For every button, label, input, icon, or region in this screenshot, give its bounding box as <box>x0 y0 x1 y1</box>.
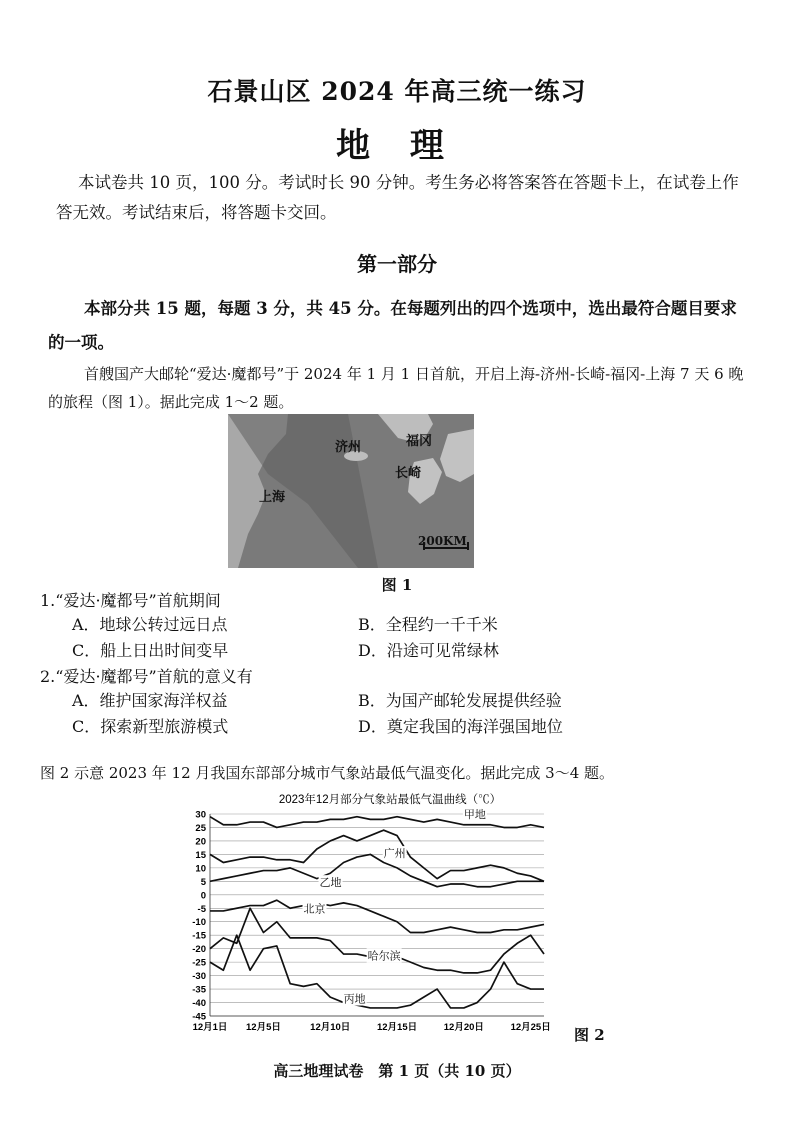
map-label-nagasaki: 长崎 <box>395 466 422 481</box>
x-tick-label: 12月15日 <box>376 1022 418 1033</box>
question-2-stem: 2.“爱达·魔都号”首航的意义有 <box>40 667 253 686</box>
exam-instructions: 本试卷共 10 页，100 分。考试时长 90 分钟。考生务必将答案答在答题卡上，在试卷上作答无效。考试结束后，将答题卡交回。 <box>56 173 739 222</box>
series-label: 广州 <box>383 847 406 861</box>
figure-1-caption: 图 1 <box>381 576 413 594</box>
x-tick-label: 12月25日 <box>510 1022 551 1033</box>
series-label: 丙地 <box>343 992 366 1006</box>
question-1-option-d: D．沿途可见常绿林 <box>358 641 499 660</box>
question-1-option-c: C．船上日出时间变早 <box>72 641 229 660</box>
part-heading: 第一部分 <box>357 252 437 276</box>
series-line <box>210 854 544 886</box>
route-map <box>228 414 474 568</box>
series-line <box>210 908 544 973</box>
y-tick-label: -40 <box>192 998 206 1010</box>
series-line <box>210 935 544 1008</box>
question-1-option-a: A．地球公转过远日点 <box>72 615 228 634</box>
map-scale-label: 200KM <box>418 534 467 548</box>
y-tick-label: -30 <box>192 971 206 983</box>
y-tick-label: -35 <box>192 984 206 996</box>
chart-title: 2023年12月部分气象站最低气温曲线（℃） <box>278 794 502 806</box>
temperature-chart-svg <box>180 790 600 1050</box>
x-tick-label: 12月10日 <box>310 1022 351 1033</box>
map-label-fukuoka: 福冈 <box>406 434 433 449</box>
series-line <box>210 830 544 881</box>
series-label: 甲地 <box>463 808 486 822</box>
question-1-option-b: B．全程约一千千米 <box>358 615 498 634</box>
temperature-chart <box>180 790 600 1050</box>
page-footer: 高三地理试卷 第 1 页（共 10 页） <box>273 1062 521 1080</box>
question-2-option-d: D．奠定我国的海洋强国地位 <box>358 717 563 736</box>
y-tick-label: 25 <box>195 822 206 834</box>
x-tick-label: 12月20日 <box>443 1022 484 1033</box>
x-tick-label: 12月5日 <box>246 1022 281 1033</box>
y-tick-label: -15 <box>192 930 206 942</box>
part-description: 本部分共 15 题，每题 3 分，共 45 分。在每题列出的四个选项中，选出最符合题目要求的一项。 <box>48 299 737 352</box>
page-title: 石景山区 2024 年高三统一练习 <box>207 77 587 106</box>
y-tick-label: 10 <box>195 863 206 875</box>
y-tick-label: -5 <box>197 903 206 915</box>
map-label-shanghai: 上海 <box>259 490 286 505</box>
figure-2-intro: 图 2 示意 2023 年 12 月我国东部部分城市气象站最低气温变化。据此完成 3～4 题。 <box>40 764 615 782</box>
y-tick-label: -20 <box>192 944 206 956</box>
subject-title: 地 理 <box>336 126 458 166</box>
figure-2-caption: 图 2 <box>574 1026 605 1044</box>
y-tick-label: -45 <box>192 1011 206 1023</box>
series-label: 哈尔滨 <box>367 949 401 963</box>
y-tick-label: -25 <box>192 957 206 969</box>
question-2-option-c: C．探索新型旅游模式 <box>72 717 229 736</box>
y-tick-label: 20 <box>195 836 206 848</box>
y-tick-label: 0 <box>200 890 206 902</box>
question-2-option-b: B．为国产邮轮发展提供经验 <box>358 691 562 710</box>
y-tick-label: -10 <box>192 917 206 929</box>
y-tick-label: 30 <box>195 809 206 821</box>
x-tick-label: 12月1日 <box>192 1022 228 1033</box>
question-1-stem: 1.“爱达·魔都号”首航期间 <box>40 591 221 610</box>
question-passage: 首艘国产大邮轮“爱达·魔都号”于 2024 年 1 月 1 日首航，开启上海-济州-长崎-福冈-上海 7 天 6 晚的旅程（图 1）。据此完成 1～2 题。 <box>48 365 744 411</box>
series-label: 乙地 <box>319 876 342 890</box>
series-line <box>210 817 544 828</box>
series-label: 北京 <box>303 902 326 916</box>
question-2-option-a: A．维护国家海洋权益 <box>72 691 228 710</box>
y-tick-label: 15 <box>195 849 206 861</box>
map-label-jeju: 济州 <box>335 440 362 455</box>
y-tick-label: 5 <box>200 876 206 888</box>
